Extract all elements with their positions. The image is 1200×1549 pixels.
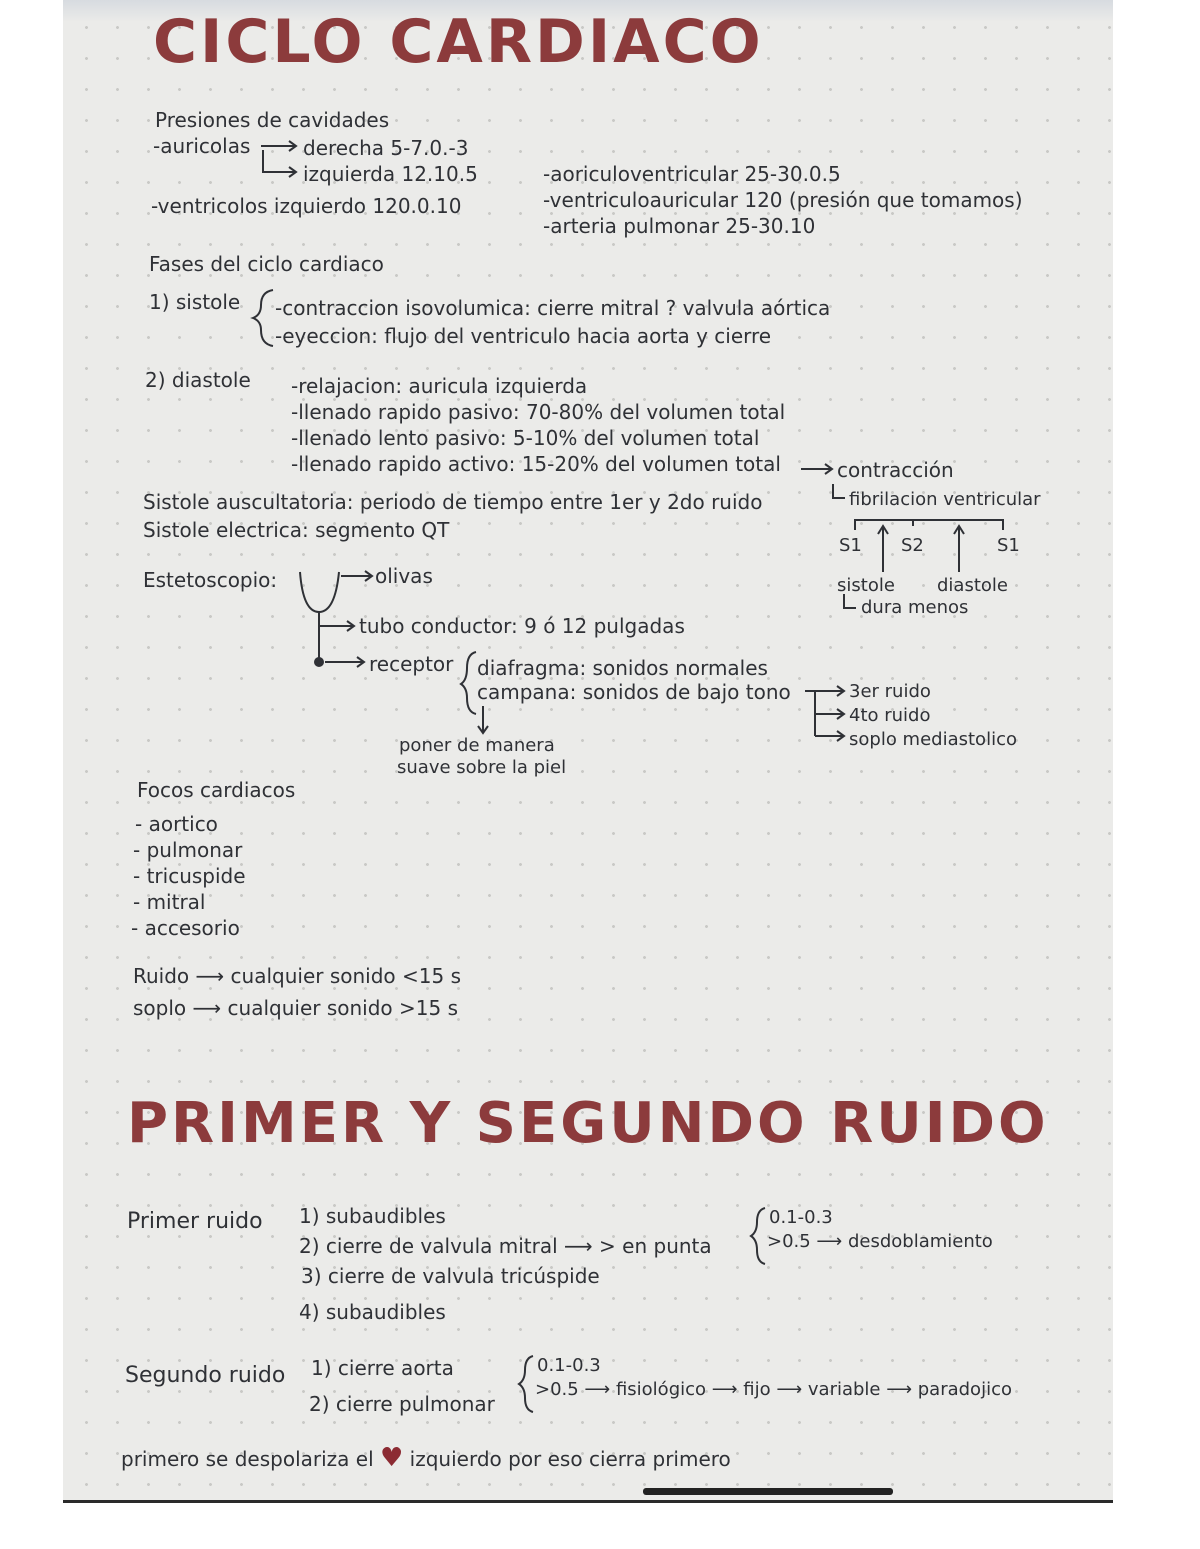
auricula-izquierda: izquierda 12.10.5 xyxy=(303,162,478,186)
soplo-mediastolico: soplo mediastolico xyxy=(849,729,1017,750)
contraccion-label: contracción xyxy=(837,458,954,482)
foco-mitral: - mitral xyxy=(133,890,206,914)
timeline-s1-end: S1 xyxy=(997,535,1020,556)
notebook-page xyxy=(63,0,1113,1503)
ventriculo-izquierdo: -ventricolos izquierdo 120.0.10 xyxy=(151,194,462,218)
foco-tricuspide: - tricuspide xyxy=(133,864,246,888)
page-title-ciclo-cardiaco: CICLO CARDIACO xyxy=(153,7,764,77)
sistole-electrica: Sistole electrica: segmento QT xyxy=(143,518,450,542)
cuarto-ruido: 4to ruido xyxy=(849,705,931,726)
primer-ruido-rango-2: >0.5 ⟶ desdoblamiento xyxy=(767,1231,993,1252)
receptor-label: receptor xyxy=(369,652,454,676)
footer-note xyxy=(121,1443,731,1473)
auriculas-label: -auricolas xyxy=(153,134,251,158)
primer-ruido-item-3: 3) cierre de valvula tricúspide xyxy=(301,1264,600,1288)
footer-text-end: izquierdo por eso cierra primero xyxy=(409,1447,731,1471)
primer-ruido-rango-1: 0.1-0.3 xyxy=(769,1207,833,1228)
segundo-ruido-item-2: 2) cierre pulmonar xyxy=(309,1392,495,1416)
ruido-definicion: Ruido ⟶ cualquier sonido <15 s xyxy=(133,964,462,988)
llenado-lento-pasivo: -llenado lento pasivo: 5-10% del volumen total xyxy=(291,426,760,450)
timeline-s2: S2 xyxy=(901,535,924,556)
diastole-label: 2) diastole xyxy=(145,368,251,392)
campana-label: campana: sonidos de bajo tono xyxy=(477,680,791,704)
primer-ruido-item-1: 1) subaudibles xyxy=(299,1204,446,1228)
suave-sobre-la-piel: suave sobre la piel xyxy=(397,757,567,778)
primer-ruido-label: Primer ruido xyxy=(127,1209,263,1234)
segundo-ruido-label: Segundo ruido xyxy=(125,1363,286,1388)
timeline-s1-start: S1 xyxy=(839,535,862,556)
segundo-ruido-rango-2: >0.5 ⟶ fisiológico ⟶ fijo ⟶ variable ⟶ paradojico xyxy=(535,1379,1012,1400)
sistole-label: 1) sistole xyxy=(149,290,241,314)
contraccion-isovolumica: -contraccion isovolumica: cierre mitral ? valvula aórtica xyxy=(275,296,831,320)
fases-heading: Fases del ciclo cardiaco xyxy=(149,252,384,276)
device-bottom-bar xyxy=(643,1488,893,1495)
heart-icon: ♥ xyxy=(380,1443,404,1473)
fibrilacion-label: fibrilacion ventricular xyxy=(849,489,1041,510)
timeline-sistole: sistole xyxy=(837,575,895,596)
timeline-dura-menos: dura menos xyxy=(861,597,969,618)
presion-arteria-pulmonar: -arteria pulmonar 25-30.10 xyxy=(543,214,816,238)
diafragma-label: diafragma: sonidos normales xyxy=(477,656,768,680)
poner-de-manera: poner de manera xyxy=(399,735,555,756)
foco-accesorio: - accesorio xyxy=(131,916,240,940)
primer-ruido-item-4: 4) subaudibles xyxy=(299,1300,446,1324)
estetoscopio-heading: Estetoscopio: xyxy=(143,568,278,592)
presiones-heading: Presiones de cavidades xyxy=(155,108,390,132)
eyeccion: -eyeccion: flujo del ventriculo hacia aorta y cierre xyxy=(275,324,772,348)
segundo-ruido-item-1: 1) cierre aorta xyxy=(311,1356,454,1380)
segundo-ruido-rango-1: 0.1-0.3 xyxy=(537,1355,601,1376)
sistole-auscultatoria: Sistole auscultatoria: periodo de tiempo entre 1er y 2do ruido xyxy=(143,490,763,514)
focos-heading: Focos cardiacos xyxy=(137,778,296,802)
foco-aortico: - aortico xyxy=(135,812,218,836)
presion-auriculoventricular: -aoriculoventricular 25-30.0.5 xyxy=(543,162,841,186)
tercer-ruido: 3er ruido xyxy=(849,681,931,702)
footer-text-start: primero se despolariza el xyxy=(121,1447,374,1471)
foco-pulmonar: - pulmonar xyxy=(133,838,243,862)
auricula-derecha: derecha 5-7.0.-3 xyxy=(303,136,469,160)
primer-ruido-item-2: 2) cierre de valvula mitral ⟶ > en punta xyxy=(299,1234,712,1258)
olivas-label: olivas xyxy=(375,564,433,588)
llenado-rapido-pasivo: -llenado rapido pasivo: 70-80% del volumen total xyxy=(291,400,786,424)
relajacion: -relajacion: auricula izquierda xyxy=(291,374,588,398)
page-title-primer-segundo-ruido: PRIMER Y SEGUNDO RUIDO xyxy=(127,1091,1049,1156)
soplo-definicion: soplo ⟶ cualquier sonido >15 s xyxy=(133,996,458,1020)
llenado-rapido-activo: -llenado rapido activo: 15-20% del volumen total xyxy=(291,452,781,476)
presion-ventriculoauricular: -ventriculoauricular 120 (presión que tomamos) xyxy=(543,188,1023,212)
tubo-conductor-label: tubo conductor: 9 ó 12 pulgadas xyxy=(359,614,685,638)
timeline-diastole: diastole xyxy=(937,575,1008,596)
